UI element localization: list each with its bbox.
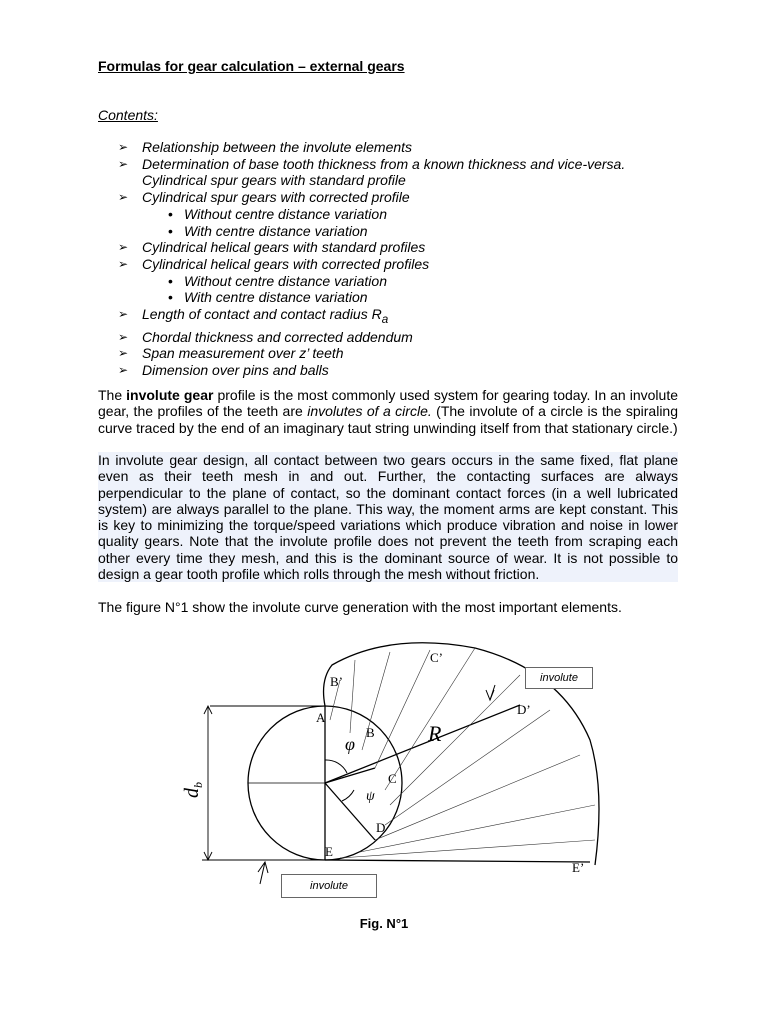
contents-item-subscript: a xyxy=(381,312,389,326)
bullet-icon: • xyxy=(168,222,173,239)
label-e: E xyxy=(325,844,333,859)
paragraph-figure-reference: The figure N°1 show the involute curve generation with the most important elements. xyxy=(98,599,622,615)
arrow-bullet-icon: ➢ xyxy=(118,156,129,171)
contents-item xyxy=(118,289,678,306)
contents-item-text: Cylindrical spur gears with standard profile xyxy=(142,172,406,189)
label-phi: φ xyxy=(345,734,355,754)
label-c: C xyxy=(388,771,397,786)
contents-list xyxy=(118,139,678,379)
contents-item-text: Chordal thickness and corrected addendum xyxy=(142,328,413,345)
label-r: R xyxy=(428,721,442,746)
label-e-prime: E’ xyxy=(572,860,585,875)
contents-item xyxy=(118,172,678,189)
contents-item-text: Without centre distance variation xyxy=(184,205,387,222)
arrow-bullet-icon: ➢ xyxy=(118,190,129,205)
involute-label-top: involute xyxy=(525,667,593,689)
label-b: B xyxy=(366,725,375,740)
contents-item xyxy=(118,206,678,223)
involute-label-bottom: involute xyxy=(281,874,377,898)
contents-item xyxy=(118,345,678,362)
contents-item-text: Span measurement over z’ teeth xyxy=(142,345,344,362)
label-psi: ψ xyxy=(366,789,375,804)
arrow-bullet-icon: ➢ xyxy=(118,240,129,255)
paragraph-contact-plane: In involute gear design, all contact between two gears occurs in the same fixed, flat plane even as their teeth mesh in and out. Further, the contacting surfaces are always perpendicular to the plane of contact, so the dominant contact forces (in a well lubricated system) are always parallel to the plane. This way, the moment arms are kept constant. This is key to minimizing the torque/speed variations which produce vibration and noise in lower quality gears. Note that the involute profile does not prevent the teeth from scraping each other every time they mesh, and this is the dominant source of wear. It is not possible to design a gear tooth profile which rolls through the mesh without friction. xyxy=(98,452,678,583)
contents-item xyxy=(118,223,678,240)
bullet-icon: • xyxy=(168,272,173,289)
label-b-prime: B’ xyxy=(330,674,343,689)
contents-label: Contents: xyxy=(98,107,158,123)
contents-item-text: Cylindrical spur gears with corrected profile xyxy=(142,189,410,206)
arrow-bullet-icon: ➢ xyxy=(118,346,129,361)
label-a: A xyxy=(316,710,326,725)
label-d-prime: D’ xyxy=(517,702,531,717)
document-title: Formulas for gear calculation – external gears xyxy=(98,58,405,74)
contents-item xyxy=(118,306,678,329)
contents-item-text: Dimension over pins and balls xyxy=(142,361,329,378)
contents-item-text: Relationship between the involute elements xyxy=(142,139,413,155)
contents-item-text: Cylindrical helical gears with corrected profiles xyxy=(142,255,430,272)
contents-item xyxy=(118,189,678,206)
arrow-bullet-icon: ➢ xyxy=(118,362,129,377)
contents-item xyxy=(118,362,678,379)
contents-item-text: Cylindrical helical gears with standard profiles xyxy=(142,239,426,256)
contents-item-text: Without centre distance variation xyxy=(184,272,387,289)
contents-item xyxy=(118,329,678,346)
label-d: D xyxy=(376,820,386,835)
contents-item xyxy=(118,239,678,256)
paragraph-involute-intro: The involute gear profile is the most commonly used system for gearing today. In an involute gear, the profiles of the teeth are involutes of a circle. (The involute of a circle is the spiraling curve traced by the end of an imaginary taut string unwinding itself from that stationary circle.) xyxy=(98,387,679,436)
arrow-bullet-icon: ➢ xyxy=(118,307,129,322)
arrow-bullet-icon: ➢ xyxy=(118,329,129,344)
contents-item-text: Determination of base tooth thickness from a known thickness and vice-versa. xyxy=(142,155,626,172)
bullet-icon: • xyxy=(168,289,173,306)
contents-item-text: With centre distance variation xyxy=(184,222,368,239)
arrow-bullet-icon: ➢ xyxy=(118,256,129,271)
contents-item-text: With centre distance variation xyxy=(184,289,368,306)
label-c-prime: C’ xyxy=(430,650,443,665)
label-db: $d_b$ xyxy=(181,782,205,798)
figure-caption: Fig. N°1 xyxy=(359,916,409,931)
contents-item-text: Length of contact and contact radius R xyxy=(142,306,382,323)
contents-item xyxy=(118,273,678,290)
contents-item xyxy=(118,139,678,156)
radius-c xyxy=(325,768,375,783)
contents-item xyxy=(118,156,678,173)
contents-item xyxy=(118,256,678,273)
arrow-bullet-icon: ➢ xyxy=(118,140,129,154)
baseline-e xyxy=(325,860,590,862)
bullet-icon: • xyxy=(168,205,173,222)
